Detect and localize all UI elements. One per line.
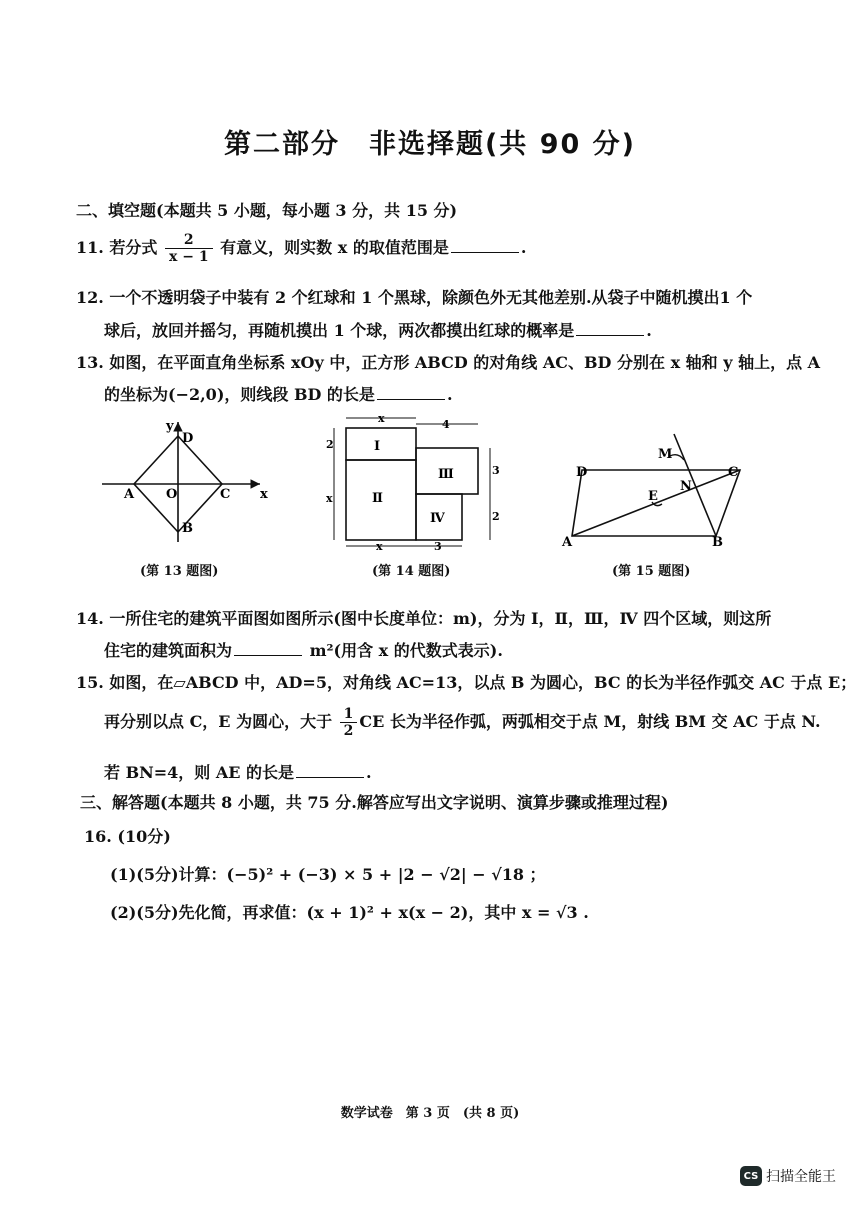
figure-14	[326, 410, 504, 550]
q15-fraction	[340, 706, 358, 739]
label-C: C	[220, 487, 231, 502]
q16-heading: 16. (10分)	[84, 827, 171, 846]
label-2-right: 2	[492, 510, 500, 523]
q12-line-2	[104, 318, 652, 341]
q11-fraction	[165, 232, 213, 265]
label-2-left: 2	[326, 438, 334, 451]
camscanner-logo-icon: CS	[740, 1166, 762, 1186]
label-II: Ⅱ	[372, 491, 383, 506]
section-3-heading: 三、解答题(本题共 8 小题，共 75 分.解答应写出文字说明、演算步骤或推理过程)	[80, 793, 669, 812]
q15-line-2	[104, 706, 821, 739]
q15-end: .	[366, 763, 372, 782]
figure-13-caption: (第 13 题图)	[140, 564, 219, 579]
label-x: x	[260, 487, 268, 502]
page-title: 第二部分 非选择题(共 90 分)	[223, 129, 637, 160]
q15-line-3	[104, 760, 372, 783]
watermark-text: 扫描全能王	[766, 1169, 836, 1185]
page-footer: 数学试卷 第 3 页 (共 8 页)	[340, 1106, 520, 1121]
q16-part-1: (1)(5分)计算：(−5)² + (−3) × 5 + |2 − √2| − √18 ；	[110, 865, 546, 884]
label-x-top: x	[378, 412, 385, 425]
q15-text-b: CE 长为半径作弧，两弧相交于点 M，射线 BM 交 AC 于点 N.	[359, 712, 821, 731]
q15-text-c: 若 BN=4，则 AE 的长是	[104, 763, 295, 782]
region-I	[346, 428, 416, 460]
label-4: 4	[442, 418, 450, 431]
scanner-watermark	[740, 1166, 836, 1186]
q15-answer-blank	[296, 763, 364, 778]
q11-denominator: x − 1	[169, 249, 209, 265]
q11-end: .	[520, 238, 527, 257]
label-3-right: 3	[492, 464, 500, 477]
q13-end: .	[446, 385, 453, 404]
label-A: A	[124, 487, 135, 502]
label-y: y	[166, 419, 174, 434]
label-3-bottom: 3	[434, 540, 442, 550]
label-C: C	[728, 465, 739, 480]
q11-prefix: 11. 若分式	[76, 238, 158, 257]
label-x-bottom: x	[376, 540, 383, 550]
q12-answer-blank	[576, 321, 644, 336]
figure-13	[96, 414, 272, 554]
q14-text: 住宅的建筑面积为	[104, 641, 233, 660]
q14-line-2	[104, 638, 503, 661]
label-N: N	[680, 479, 692, 494]
q11-answer-blank	[451, 238, 519, 253]
label-IV: Ⅳ	[430, 511, 445, 526]
label-D: D	[182, 431, 194, 446]
label-O: O	[166, 487, 178, 502]
figure-15	[560, 428, 756, 548]
q11-text: 有意义，则实数 x 的取值范围是	[220, 238, 449, 257]
q14-line-1: 14. 一所住宅的建筑平面图如图所示(图中长度单位：m)，分为 Ⅰ，Ⅱ，Ⅲ，Ⅳ 四个区域，则这所	[76, 609, 772, 628]
label-E: E	[648, 489, 658, 504]
figure-14-caption: (第 14 题图)	[372, 564, 451, 579]
label-M: M	[658, 447, 673, 462]
label-B: B	[182, 521, 193, 536]
q14-unit: m²(用含 x 的代数式表示).	[309, 641, 503, 660]
q15-denominator: 2	[343, 723, 354, 739]
q15-line-1: 15. 如图，在▱ABCD 中，AD=5，对角线 AC=13，以点 B 为圆心，BC 的长为半径作弧交 AC 于点 E；	[76, 673, 857, 692]
q16-part-2: (2)(5分)先化简，再求值：(x + 1)² + x(x − 2)，其中 x = √3 .	[110, 903, 589, 922]
label-B: B	[712, 535, 723, 548]
label-A: A	[562, 535, 573, 548]
question-11	[76, 232, 526, 265]
q12-line-1: 12. 一个不透明袋子中装有 2 个红球和 1 个黑球，除颜色外无其他差别.从袋子中随机摸出1 个	[76, 288, 753, 307]
q15-text-a: 再分别以点 C，E 为圆心，大于	[104, 712, 333, 731]
q13-line-2	[104, 382, 453, 405]
q15-numerator: 1	[340, 706, 358, 723]
q13-text: 的坐标为(−2,0)，则线段 BD 的长是	[104, 385, 375, 404]
label-D: D	[576, 465, 588, 480]
q13-answer-blank	[377, 385, 445, 400]
label-I: Ⅰ	[374, 439, 381, 454]
label-III: Ⅲ	[438, 467, 454, 482]
q12-end: .	[646, 321, 652, 340]
figure-15-caption: (第 15 题图)	[612, 564, 691, 579]
label-x-left: x	[326, 492, 333, 505]
section-2-heading: 二、填空题(本题共 5 小题，每小题 3 分，共 15 分)	[76, 201, 458, 220]
q13-line-1: 13. 如图，在平面直角坐标系 xOy 中，正方形 ABCD 的对角线 AC、BD 分别在 x 轴和 y 轴上，点 A	[76, 353, 821, 372]
q11-numerator: 2	[165, 232, 213, 249]
q14-answer-blank	[234, 641, 302, 656]
q12-text: 球后，放回并摇匀，再随机摸出 1 个球，两次都摸出红球的概率是	[104, 321, 575, 340]
